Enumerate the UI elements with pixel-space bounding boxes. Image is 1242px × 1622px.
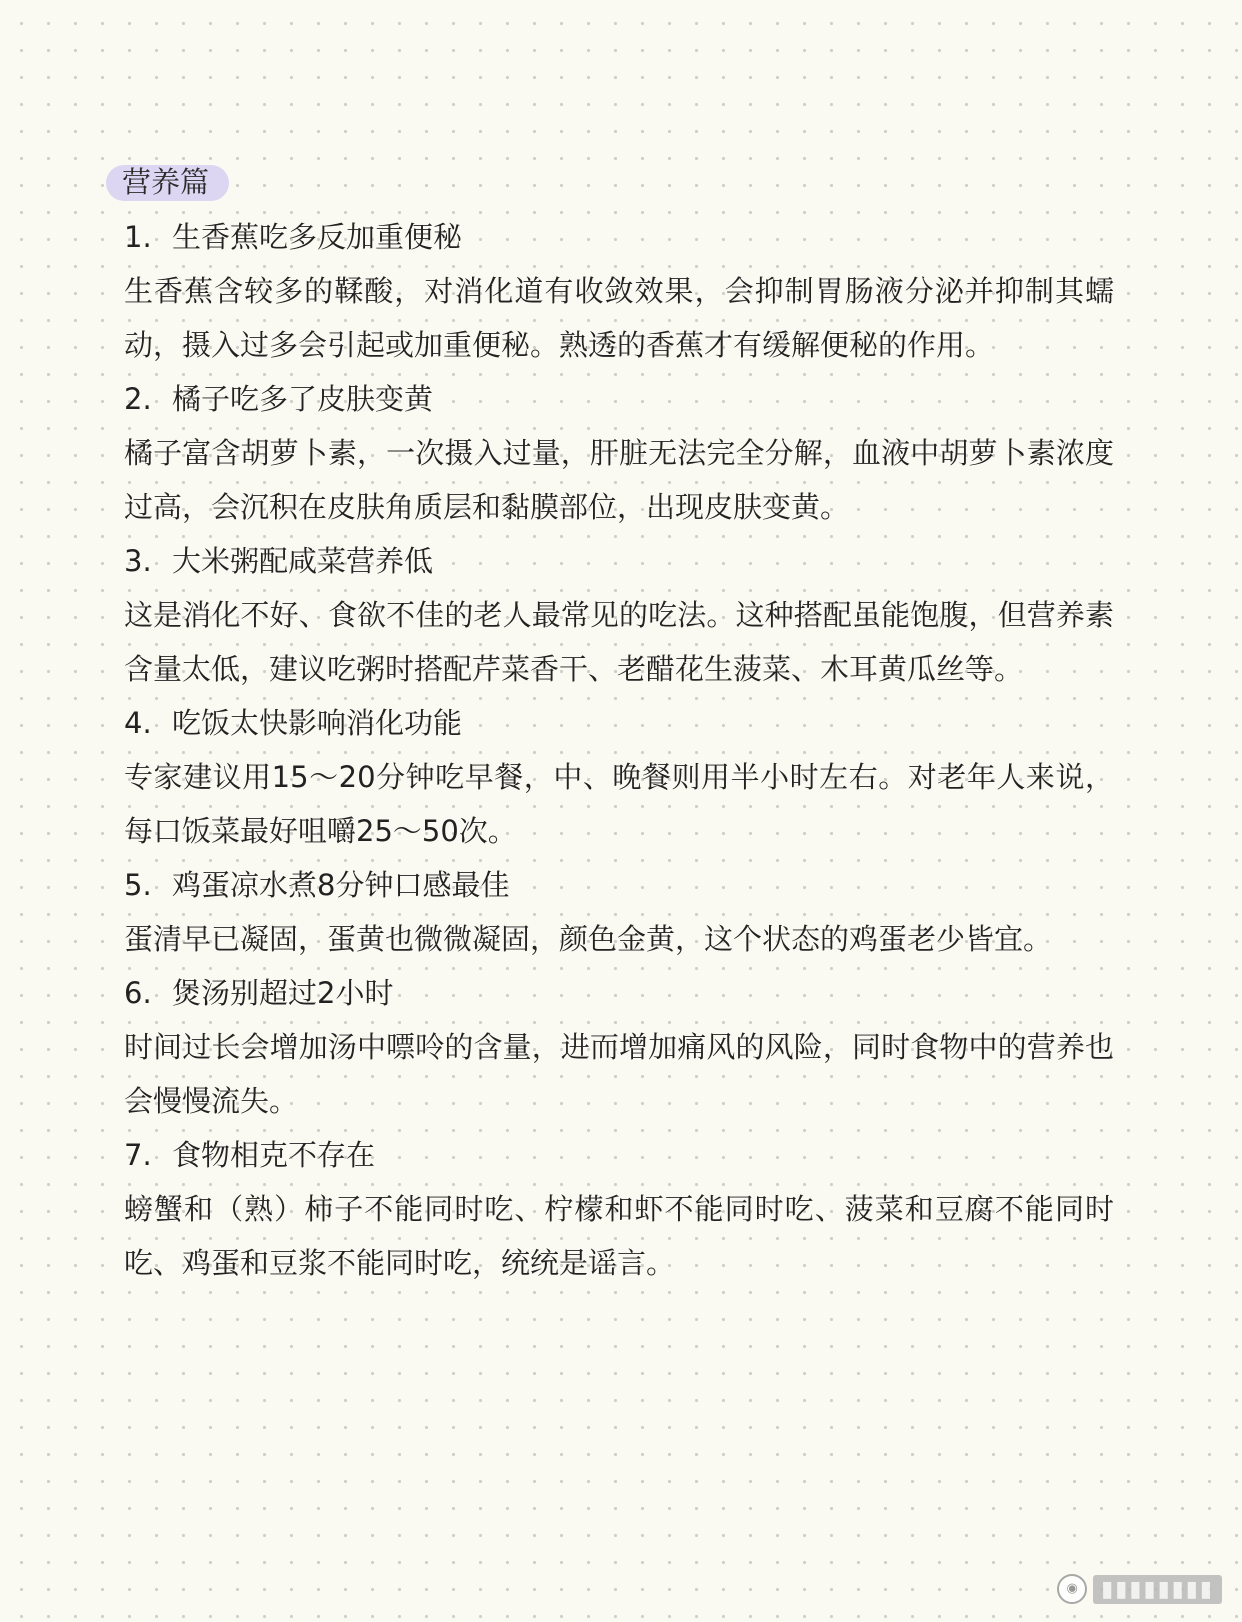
- item-title: [124, 210, 1114, 264]
- item-number: 7.: [124, 1138, 152, 1172]
- item-body: 螃蟹和（熟）柿子不能同时吃、柠檬和虾不能同时吃、菠菜和豆腐不能同时吃、鸡蛋和豆浆不能同时吃，统统是谣言。: [124, 1192, 1114, 1280]
- list-item: [124, 696, 1114, 858]
- item-title: [124, 696, 1114, 750]
- list-item: [124, 858, 1114, 966]
- list-item: [124, 210, 1114, 372]
- section-tag: [122, 160, 227, 204]
- section-title: 营养篇: [122, 165, 210, 199]
- item-body: 蛋清早已凝固，蛋黄也微微凝固，颜色金黄，这个状态的鸡蛋老少皆宜。: [124, 922, 1053, 956]
- item-number: 2.: [124, 382, 152, 416]
- item-body: 橘子富含胡萝卜素，一次摄入过量，肝脏无法完全分解，血液中胡萝卜素浓度过高，会沉积在皮肤角质层和黏膜部位，出现皮肤变黄。: [124, 436, 1114, 524]
- note-page: [124, 160, 1114, 1290]
- list-item: [124, 372, 1114, 534]
- watermark: [1057, 1574, 1222, 1604]
- item-list: [124, 210, 1114, 1290]
- watermark-text: ▮▮▮▮▮▮▮▮: [1093, 1575, 1222, 1604]
- item-title: [124, 534, 1114, 588]
- item-number: 4.: [124, 706, 152, 740]
- item-title-text: 生香蕉吃多反加重便秘: [172, 220, 463, 254]
- item-number: 1.: [124, 220, 152, 254]
- item-title: [124, 966, 1114, 1020]
- item-title-text: 鸡蛋凉水煮8分钟口感最佳: [172, 868, 510, 902]
- item-number: 5.: [124, 868, 152, 902]
- list-item: [124, 1128, 1114, 1290]
- item-body: 生香蕉含较多的鞣酸，对消化道有收敛效果，会抑制胃肠液分泌并抑制其蠕动，摄入过多会引起或加重便秘。熟透的香蕉才有缓解便秘的作用。: [124, 274, 1114, 362]
- item-title: [124, 858, 1114, 912]
- item-title-text: 食物相克不存在: [172, 1138, 376, 1172]
- list-item: [124, 534, 1114, 696]
- item-title-text: 吃饭太快影响消化功能: [172, 706, 463, 740]
- item-body: 专家建议用15～20分钟吃早餐，中、晚餐则用半小时左右。对老年人来说，每口饭菜最好咀嚼25～50次。: [124, 760, 1114, 848]
- item-number: 3.: [124, 544, 152, 578]
- item-title-text: 大米粥配咸菜营养低: [172, 544, 434, 578]
- item-title-text: 煲汤别超过2小时: [172, 976, 394, 1010]
- list-item: [124, 966, 1114, 1128]
- item-number: 6.: [124, 976, 152, 1010]
- weibo-logo-icon: ◉: [1057, 1574, 1087, 1604]
- item-body: 时间过长会增加汤中嘌呤的含量，进而增加痛风的风险，同时食物中的营养也会慢慢流失。: [124, 1030, 1114, 1118]
- item-title: [124, 372, 1114, 426]
- item-title-text: 橘子吃多了皮肤变黄: [172, 382, 434, 416]
- item-body: 这是消化不好、食欲不佳的老人最常见的吃法。这种搭配虽能饱腹，但营养素含量太低，建议吃粥时搭配芹菜香干、老醋花生菠菜、木耳黄瓜丝等。: [124, 598, 1114, 686]
- item-title: [124, 1128, 1114, 1182]
